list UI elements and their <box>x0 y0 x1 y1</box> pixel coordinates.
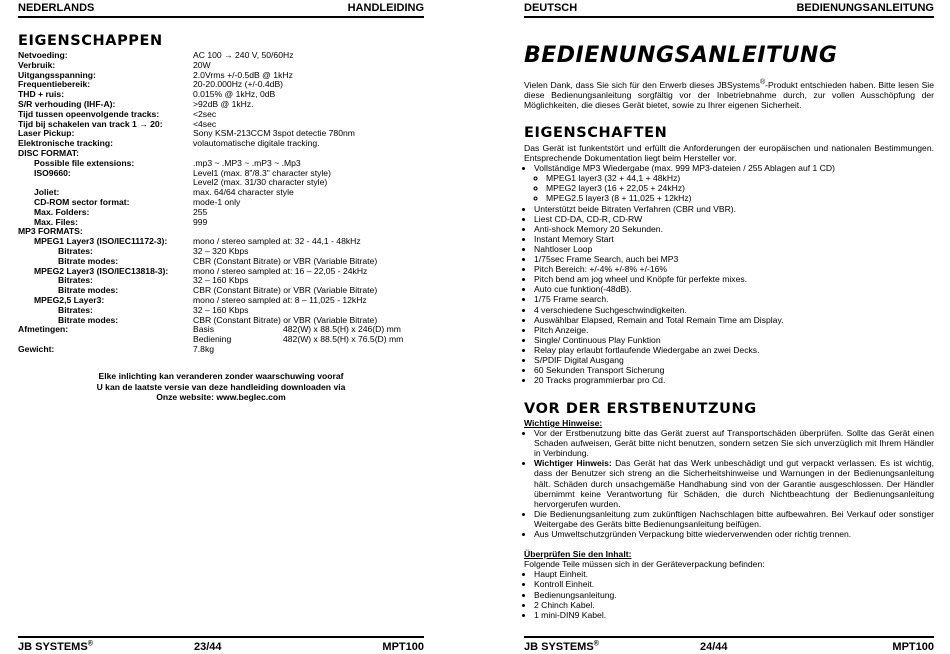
spec-value: CBR (Constant Bitrate) or VBR (Variable Bitrate) <box>193 255 378 266</box>
spec-value: 255 <box>193 206 208 217</box>
list-item: • Pitch Bereich: +/-4% +/-8% +/-16% <box>534 264 934 274</box>
spec-key: Netvoeding: <box>18 50 68 60</box>
important-notes-label: Wichtige Hinweise: <box>524 418 603 428</box>
spec-value: 999 <box>193 216 208 227</box>
spec-value: mode-1 only <box>193 196 241 207</box>
spec-value: volautomatische digitale tracking. <box>193 138 320 149</box>
spec-value: Level1 (max. 8"/8.3" character style) <box>193 167 331 178</box>
notice-line: U kan de laatste versie van deze handleiding downloaden via <box>96 381 346 392</box>
note-text: Aus Umweltschutzgründen Verpackung bitte wiederverwenden oder richtig trennen. <box>534 529 852 540</box>
before-use-section <box>524 401 934 620</box>
section-title: VOR DER ERSTBENUTZUNG <box>524 401 757 417</box>
right-page <box>524 0 934 654</box>
specifications-section <box>18 33 424 355</box>
sub-list-item: ◦ MPEG2.5 layer3 (8 + 11,025 + 12kHz) <box>546 193 934 203</box>
note-item <box>534 509 934 529</box>
spec-value-part: Bediening <box>193 334 232 345</box>
list-item: • 1/75sec Frame Search, auch bei MP3 <box>534 254 934 264</box>
list-item: • Pitch Anzeige. <box>534 325 934 335</box>
spec-value-part: 482(W) x 88.5(H) x 246(D) mm <box>283 324 401 335</box>
list-item: • Vollständige MP3 Wiedergabe (max. 999 MP3-dateien / 255 Ablagen auf 1 CD) ◦ MPEG1 layer3 (32 + 44,1 + 48kHz) ◦ MPEG2 layer3 (16 + 22,05 + 24kHz) ◦ MPEG2.5 layer3 (8 + 11,025 + 12kHz) <box>534 163 934 203</box>
spec-key: MPEG1 Layer3 (ISO/IEC11172-3): <box>34 236 168 247</box>
check-contents-label: Überprüfen Sie den Inhalt: <box>524 549 632 560</box>
footer-page-number: 24/44 <box>700 641 728 653</box>
spec-value: mono / stereo sampled at: 32 - 44,1 - 48kHz <box>193 236 361 247</box>
list-item: • Relay play erlaubt fortlaufende Wiedergabe an zwei Decks. <box>534 345 934 355</box>
spec-value: CBR (Constant Bitrate) or VBR (Variable Bitrate) <box>193 314 378 325</box>
spec-key: Uitgangsspanning: <box>18 69 96 80</box>
footer-model: MPT100 <box>892 641 934 653</box>
spec-value: .mp3 ~ .MP3 ~ .mP3 ~ .Mp3 <box>193 157 301 168</box>
spec-key: Max. Folders: <box>34 206 90 217</box>
spec-key: Elektronische tracking: <box>18 138 114 149</box>
sub-list-item: ◦ MPEG2 layer3 (16 + 22,05 + 24kHz) <box>546 183 934 193</box>
spec-key: ISO9660: <box>34 167 71 178</box>
spec-value-part: Basis <box>193 324 215 335</box>
header-language: NEDERLANDS <box>18 2 95 14</box>
spec-key: DISC FORMAT: <box>18 147 79 158</box>
header-title: HANDLEIDING <box>347 2 424 14</box>
footer-page-number: 23/44 <box>194 641 222 653</box>
document-title: BEDIENUNGSANLEITUNG <box>524 43 838 68</box>
note-item <box>534 428 934 458</box>
spec-value: mono / stereo sampled at: 16 – 22,05 - 24kHz <box>193 265 368 276</box>
spec-key: MPEG2 Layer3 (ISO/IEC13818-3): <box>34 265 169 276</box>
spec-value: 2.0Vrms +/-0.5dB @ 1kHz <box>193 69 293 80</box>
important-notes-list <box>524 428 934 539</box>
specifications-table <box>18 51 403 355</box>
note-item <box>534 458 934 508</box>
spec-key: Afmetingen: <box>18 324 69 335</box>
footer-model: MPT100 <box>382 641 424 653</box>
features-section <box>524 125 934 385</box>
spec-key: Possible file extensions: <box>34 157 135 168</box>
spec-value: 32 – 320 Kbps <box>193 245 249 256</box>
spec-key: Laser Pickup: <box>18 128 75 139</box>
list-item: • 2 Chinch Kabel. <box>534 600 934 610</box>
notice-line: Elke inlichting kan veranderen zonder waarschuwing vooraf <box>98 371 344 381</box>
spec-value: Level2 (max. 31/30 character style) <box>193 177 328 188</box>
footer-brand: JB SYSTEMS® <box>18 640 93 653</box>
section-title: EIGENSCHAPPEN <box>18 33 163 49</box>
list-item: • Bedienungsanleitung. <box>534 590 934 600</box>
spec-value: max. 64/64 character style <box>193 187 294 198</box>
list-item: • Haupt Einheit. <box>534 569 934 579</box>
spec-value: CBR (Constant Bitrate) or VBR (Variable Bitrate) <box>193 285 378 296</box>
spec-key: Tijd tussen opeenvolgende tracks: <box>18 108 160 119</box>
page-header <box>18 2 424 18</box>
spec-key: Bitrates: <box>58 245 93 256</box>
list-item: • 20 Tracks programmierbar pro Cd. <box>534 375 934 385</box>
spec-key: Bitrate modes: <box>58 285 119 296</box>
check-contents-intro: Folgende Teile müssen sich in der Geräteverpackung befinden: <box>524 559 765 570</box>
update-notice <box>18 371 424 403</box>
page-header <box>524 2 934 18</box>
list-item: • Instant Memory Start <box>534 234 934 244</box>
features-list <box>524 163 934 203</box>
list-item: • 4 verschiedene Suchgeschwindigkeiten. <box>534 305 934 315</box>
features-list-continued <box>524 204 934 386</box>
section-title: EIGENSCHAFTEN <box>524 125 668 141</box>
note-text: Vor der Erstbenutzung bitte das Gerät zuerst auf Transportschäden überprüfen. Sollte das Gerät einen Schaden aufweisen, Gerät bitte nicht benutzen, sondern setzen Sie sich unverzüglich mit Ihrem Händler in Verbindung. <box>534 428 934 459</box>
spec-value: 7.8kg <box>193 343 215 354</box>
spec-key: Verbruik: <box>18 59 56 70</box>
header-title: BEDIENUNGSANLEITUNG <box>796 2 934 14</box>
spec-value: 20W <box>193 59 211 70</box>
spec-value: 0.015% @ 1kHz, 0dB <box>193 89 276 100</box>
spec-key: Joliet: <box>34 187 60 198</box>
footer-brand: JB SYSTEMS® <box>524 640 599 653</box>
spec-key: Gewicht: <box>18 343 55 354</box>
list-item: • Unterstützt beide Bitraten Verfahren (CBR und VBR). <box>534 204 934 214</box>
notice-website: Onze website: www.beglec.com <box>156 392 286 402</box>
list-item: • Pitch bend am jog wheel und Knöpfe für perfekte mixes. <box>534 274 934 284</box>
spec-key: Bitrates: <box>58 275 93 286</box>
spec-key: Tijd bij schakelen van track 1 → 20: <box>18 118 163 129</box>
spec-key: Bitrate modes: <box>58 255 119 266</box>
spec-key: MP3 FORMATS: <box>18 226 83 237</box>
spec-key: Bitrate modes: <box>58 314 119 325</box>
spec-key: MPEG2,5 Layer3: <box>34 294 105 305</box>
spec-key: Frequentiebereik: <box>18 79 91 90</box>
spec-key: THD + ruis: <box>18 89 65 100</box>
sub-list <box>534 173 934 203</box>
spec-value: AC 100 → 240 V, 50/60Hz <box>193 50 294 60</box>
list-item: • Single/ Continuous Play Funktion <box>534 335 934 345</box>
list-item: • S/PDIF Digital Ausgang <box>534 355 934 365</box>
list-item: • 1/75 Frame search. <box>534 294 934 304</box>
spec-key: CD-ROM sector format: <box>34 196 130 207</box>
list-item: • 1 mini-DIN9 Kabel. <box>534 610 934 620</box>
sub-list-item: ◦ MPEG1 layer3 (32 + 44,1 + 48kHz) <box>546 173 934 183</box>
left-page <box>18 0 424 654</box>
spec-value: mono / stereo sampled at: 8 – 11,025 - 12kHz <box>193 294 367 305</box>
spec-key: Max. Files: <box>34 216 78 227</box>
spec-value: Sony KSM-213CCM 3spot detectie 780nm <box>193 128 355 139</box>
spec-value: 20-20.000Hz (+/-0.4dB) <box>193 79 284 90</box>
spec-value: <4sec <box>193 118 217 129</box>
spec-value: 32 – 160 Kbps <box>193 304 249 315</box>
list-item: • Nahtloser Loop <box>534 244 934 254</box>
spec-value: 32 – 160 Kbps <box>193 275 249 286</box>
list-item: • Kontroll Einheit. <box>534 579 934 589</box>
note-emphasis: Wichtiger Hinweis: <box>534 458 612 469</box>
note-text: Die Bedienungsanleitung zum zukünftigen Nachschlagen bitte aufbewahren. Bei Verkauf oder sonstiger Weitergabe des Geräts bitte Bedienungsanleitung beifügen. <box>534 508 934 529</box>
spec-row <box>18 345 403 355</box>
list-item: • Anti-shock Memory 20 Sekunden. <box>534 224 934 234</box>
spec-value: <2sec <box>193 108 217 119</box>
package-contents-list <box>524 569 934 619</box>
note-text: Das Gerät hat das Werk unbeschädigt und gut verpackt verlassen. Es ist wichtig, dass der Benutzer sich streng an die Sicherheitshinweise und Warnungen in der Bedienungsanleitung hält. Schäden durch unsachgemäße Handhabung sind von der Garantie ausgeschlossen. Der Händler übernimmt keine Verantwortung für Schäden, die durch Nichtbeachtung der Bedienungsanleitung hervorgerufen wurden. <box>534 458 934 509</box>
spec-value-part: 482(W) x 88.5(H) x 76.5(D) mm <box>283 334 404 345</box>
features-intro: Das Gerät ist funkentstört und erfüllt die Anforderungen der europäischen und nationalen Bestimmungen. Entsprechende Dokumentation liegt beim Hersteller vor. <box>524 143 934 164</box>
page-footer <box>524 636 934 654</box>
spec-key: S/R verhouding (IHF-A): <box>18 98 116 109</box>
list-item: • 60 Sekunden Transport Sicherung <box>534 365 934 375</box>
intro-paragraph: Vielen Dank, dass Sie sich für den Erwerb dieses JBSystems®-Produkt entschieden haben. Bitte lesen Sie diese Bedienungsanleitung sorgfältig vor der Inbetriebnahme durch, zur vollen Ausschöpfung der Möglichkeiten, die dieses Gerät bietet, sowie zu Ihrer eigenen Sicherheit. <box>524 79 934 111</box>
page-footer <box>18 636 424 654</box>
note-item <box>534 529 934 539</box>
spec-value: >92dB @ 1kHz. <box>193 98 254 109</box>
list-item: • Auto cue funktion(-48dB). <box>534 284 934 294</box>
spec-key: Bitrates: <box>58 304 93 315</box>
list-item: • Liest CD-DA, CD-R, CD-RW <box>534 214 934 224</box>
header-language: DEUTSCH <box>524 2 578 14</box>
spec-value <box>193 335 403 345</box>
list-item: • Auswählbar Elapsed, Remain and Total Remain Time am Display. <box>534 315 934 325</box>
